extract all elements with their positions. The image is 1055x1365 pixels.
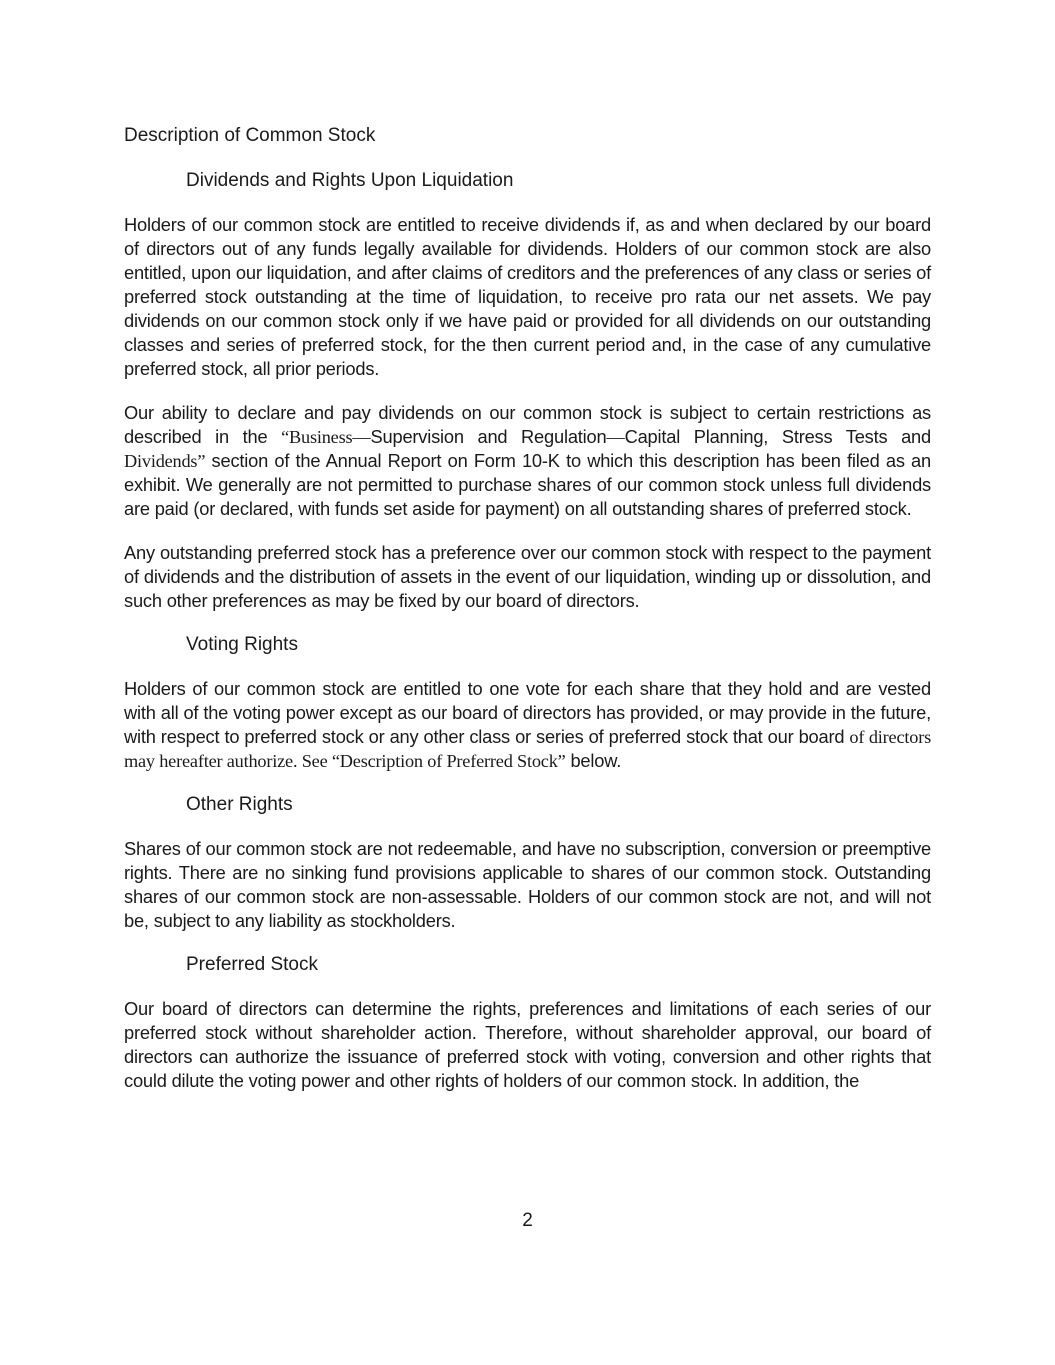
paragraph-dividends-3: Any outstanding preferred stock has a preference over our common stock with respect to the payment of dividends and the distribution of assets in the event of our liquidation, winding up or dissolution, and such other preferences as may be fixed by our board of directors. [124, 542, 931, 611]
paragraph-preferred-stock: Our board of directors can determine the rights, preferences and limitations of each series of our preferred stock without shareholder action. Therefore, without shareholder approval, our board of directors can authorize the issuance of preferred stock with voting, conversion and other rights that could dilute the voting power and other rights of holders of our common stock. In addition, the [124, 998, 931, 1091]
section-heading-other-rights: Other Rights [186, 794, 293, 815]
section-heading-voting-rights: Voting Rights [186, 634, 298, 655]
section-heading-preferred-stock: Preferred Stock [186, 954, 318, 975]
paragraph-dividends-2: Our ability to declare and pay dividends on our common stock is subject to certain restrictions as described in the “Business—Supervision and Regulation—Capital Planning, Stress Tests and Dividends” section of the Annual Report on Form 10-K to which this description has been filed as an exhibit. We generally are not permitted to purchase shares of our common stock unless full dividends are paid (or declared, with funds set aside for payment) on all outstanding shares of preferred stock. [124, 402, 931, 519]
paragraph-other-rights: Shares of our common stock are not redeemable, and have no subscription, conversion or preemptive rights. There are no sinking fund provisions applicable to shares of our common stock. Outstanding shares of our common stock are non-assessable. Holders of our common stock are not, and will not be, subject to any liability as stockholders. [124, 838, 931, 931]
paragraph-voting-rights: Holders of our common stock are entitled to one vote for each share that they hold and are vested with all of the voting power except as our board of directors has provided, or may provide in the future, with respect to preferred stock or any other class or series of preferred stock that our board of directors may hereafter authorize. See “Description of Preferred Stock” below. [124, 678, 931, 771]
page-number: 2 [522, 1210, 533, 1231]
document-title: Description of Common Stock [124, 125, 376, 146]
document-body [124, 124, 931, 1113]
paragraph-dividends-1: Holders of our common stock are entitled to receive dividends if, as and when declared by our board of directors out of any funds legally available for dividends. Holders of our common stock are also entitled, upon our liquidation, and after claims of creditors and the preferences of any class or series of preferred stock outstanding at the time of liquidation, to receive pro rata our net assets. We pay dividends on our common stock only if we have paid or provided for all dividends on our outstanding classes and series of preferred stock, for the then current period and, in the case of any cumulative preferred stock, all prior periods. [124, 214, 931, 379]
section-heading-dividends: Dividends and Rights Upon Liquidation [186, 170, 514, 191]
